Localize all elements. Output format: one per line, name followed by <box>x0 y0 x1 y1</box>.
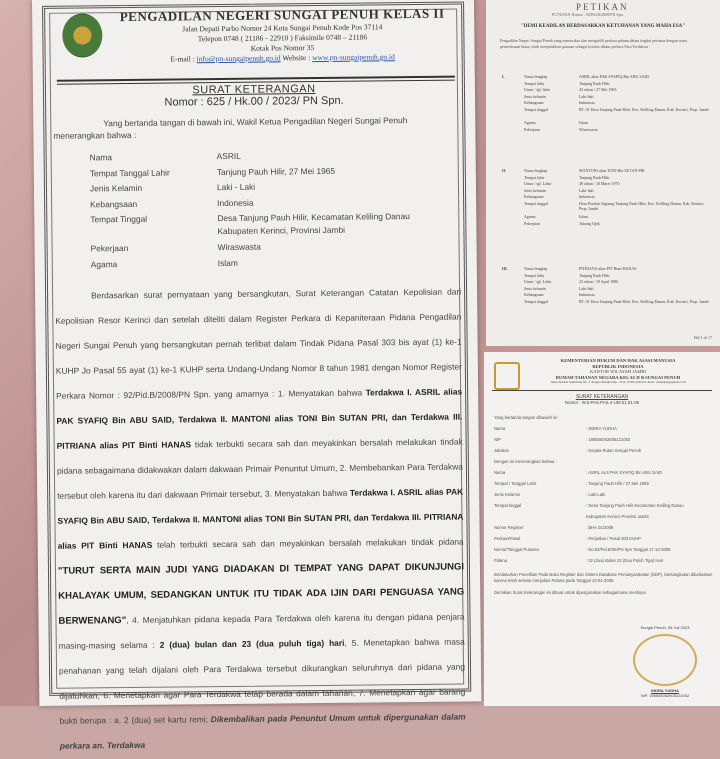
excerpt-title: "DEMI KEADILAN BERDASARKAN KETUHANAN YANG MAHA ESA" <box>520 24 686 29</box>
letter-intro: Yang bertanda tangan di bawah ini, Wakil Ketua Pengadilan Negeri Sungai Penuh menerangkan bahwa : <box>53 115 408 141</box>
court-po-box: Kotak Pos Nomor 35 <box>250 43 315 53</box>
inmate-row: Jenis Kelamin : Laki-Laki <box>494 492 606 497</box>
page-number: Hal 1 dr 17 <box>693 335 712 340</box>
website-link[interactable]: www.pn-sungaipenuh.go.id <box>312 52 395 63</box>
defendant-block-3: III. Nama lengkap PITRIANA alias PIT Binti HANAS Tempat lahir Tanjung Pauh Hilir Umur / tgl. Lahir 22 tahun / 10 April 1986 Jenis kelamin Laki-laki Kebangsaan Indonesia Tempat tinggal RT. 01 Desa Tanjung Pauh Hilir, Kec. Keliling Danau, Kab. Kerinci, Prop. Jambi <box>502 266 709 304</box>
letter-body <box>53 114 466 759</box>
signer-row: Nama : INDRA YUDHA <box>494 426 617 431</box>
excerpt-header: PETIKAN <box>576 2 629 12</box>
statement-body: Yang bertanda tangan dibawah ini : Nama : INDRA YUDHA NIP : 198505062005121002 Jabatan : Kepala Rutan Sungai Penuh Dengan ini menerangkan bahwa : Nama : ASRIL ALS PAK SYAFIQ Bin ABU SAID Tempat / Tanggal Lahir : Tanjung Pauh Hilir / 27 Mei 1965 Jenis Kelamin : Laki-Laki Tempat tinggal : Desa Tanjung Pauh Hilir Kecamatan Keliling Danau Kabupaten Kerinci Provinsi Jambi Nomor Register : BHA.01/2009 Perkara/Pasal : Perjudian / Pasal 303 KUHP Nomor/Tanggal Putusan : No.93/Pid.B/08/PN Spn Tanggal 17-12-2008 Pidana : 02 (dua) Bulan 23 (Dua Puluh Tiga) Hari Berdasarkan Penelitian Pada Buku Register dan Sistem Database Pemasyarakatan (SDP), bersangkutan dibebaskan karena telah selesai menjalani Pidana pada Tanggal 13-01-2009. Demikian Surat Keterangan ini dibuat untuk dipergunakan sebagaimana mestinya. <box>494 415 713 595</box>
ministry-logo-icon <box>494 362 520 390</box>
inmate-row: Perkara/Pasal : Perjudian / Pasal 303 KUHP <box>494 536 641 541</box>
signature-block: Sungai Penuh, 06 Juli 2023 INDRA YUDHA NIP. 198505062005121002 <box>620 625 710 698</box>
letterhead <box>112 6 453 66</box>
closing-line: Demikian Surat Keterangan ini dibuat untuk dipergunakan sebagaimana mestinya. <box>494 590 647 595</box>
detail-row: Pekerjaan Wiraswasta <box>90 242 261 254</box>
detail-row: Tempat Tinggal Desa Tanjung Pauh Hilir, Kecamatan Keliling Danau Kabupaten Kerinci, Provinsi Jambi <box>90 211 410 236</box>
inmate-row: Pidana : 02 (dua) Bulan 23 (Dua Puluh Tiga) Hari <box>494 558 664 563</box>
detail-row: Jenis Kelamin Laki - Laki <box>89 182 256 194</box>
official-stamp-icon <box>633 634 697 686</box>
signer-row: Jabatan : Kepala Rutan Sungai Penuh <box>494 448 642 453</box>
court-logo-icon <box>62 13 102 57</box>
signer-row: NIP : 198505062005121002 <box>494 437 631 442</box>
verdict-excerpt-page <box>486 0 720 346</box>
inmate-row: Nomor/Tanggal Putusan : No.93/Pid.B/08/PN Spn Tanggal 17-12-2008 <box>494 547 671 552</box>
detail-row: Tempat Tanggal Lahir Tanjung Pauh Hilir, 27 Mei 1965 <box>89 165 336 179</box>
email-link[interactable]: info@pn-sungaipenuh.go.id <box>196 53 281 64</box>
release-paragraph: Berdasarkan Penelitian Pada Buku Register dan Sistem Database Pemasyarakatan (SDP), bersangkutan dibebaskan karena telah selesai menjalani Pidana pada Tanggal 13-01-2009. <box>494 572 713 583</box>
main-letter <box>32 0 481 752</box>
person-details <box>90 148 434 274</box>
verdict-paragraph: Berdasarkan surat pernyataan yang bersangkutan, Surat Keterangan Catatan Kepolisian dari Kepolisian Resor Kerinci dan setelah diteliti dalam Register Perkara di Kepaniteraan Pidana Pengadilan Negeri Sungai Penuh yang bersangkutan pernah terlibat dalam Tindak Pidana Pasal 303 bis ayat (1) ke-1 KUHP Jo Pasal 55 ayat (1) ke-1 KUHP serta Undang-Undang Nomor 8 tahun 1981 dengan Nomor Register Perkara Nomor : 92/Pid.B/2008/PN Spn. yang amarnya : 1. Menyatakan bahwa Terdakwa I. ASRIL alias PAK SYAFIQ Bin ABU SAID, Terdakwa II. MANTONI alias TONI Bin SUTAN PRI, dan Terdakwa III. PITRIANA alias PIT Binti HANAS tidak terbukti secara sah dan meyakinkan bersalah melakukan tindak pidana sebagaimana didakwakan dalam dakwaan Primair Penuntut Umum, 2. Membebankan Para Terdakwa tersebut oleh karena itu dari dakwaan Primair tersebut, 3. Menyatakan bahwa Terdakwa I. ASRIL alias PAK SYAFIQ Bin ABU SAID, Terdakwa II. MANTONI alias TONI Bin SUTAN PRI, dan Terdakwa III. PITRIANA alias PIT Binti HANAS telah terbukti secara sah dan meyakinkan bersalah melakukan tindak pidana "TURUT SERTA MAIN JUDI YANG DIADAKAN DI TEMPAT YANG DAPAT DIKUNJUNGI KHALAYAK UMUM, SEDANGKAN UNTUK ITU TIDAK ADA IJIN DARI PENGUASA YANG BERWENANG", 4. Menjatuhkan pidana kepada Para Terdakwa oleh karena itu dengan pidana penjara masing-masing selama : 2 (dua) bulan dan 23 (dua puluh tiga) hari, 5. Menetapkan bahwa masa penahanan yang telah dijalani oleh Para Terdakwa tersebut dikurangkan seluruhnya dari pidana yang dijatuhkan, 6. Menetapkan agar Para Terdakwa tetap berada dalam tahanan, 7. Menetapkan agar barang bukti berupa : a. 2 (dua) set kartu remi; Dikembalikan pada Penuntut Umum untuk dipergunakan dalam perkara an. Terdakwa <box>55 286 466 752</box>
inmate-row: Tempat tinggal : Desa Tanjung Pauh Hilir Kecamatan Keliling Danau <box>494 503 684 508</box>
letter-title: SURAT KETERANGAN <box>192 83 316 97</box>
letter-title-block <box>33 81 475 110</box>
court-name: PENGADILAN NEGERI SUNGAI PENUH KELAS II <box>119 5 445 25</box>
detention-statement-page <box>484 352 720 706</box>
detail-row: Kebangsaan Indonesia <box>90 197 254 210</box>
excerpt-intro: Pengadilan Negeri Sungai Penuh yang memeriksa dan mengadili perkara pidana dalam tingkat pertama dengan acara pemeriksaan biasa, telah menjatuhkan putusan sebagai berikut dalam perkara Para Terdakwa : <box>500 38 688 49</box>
detention-letterhead: KEMENTERIAN HUKUM DAN HAK ASASI MANUSIA REPUBLIK INDONESIA KANTOR WILAYAH JAMBI RUMAH TAHANAN NEGARA KELAS II B SUNGAI PENUH Jalan Jendral Sudirman No. 1 Sungai Penuh Telp. / Fax. 0748-21024 E-mail : rutanspn@gmail.com <box>550 358 686 385</box>
letter-number: Nomor : 625 / Hk.00 / 2023/ PN Spn. <box>164 94 344 109</box>
inmate-row: Kabupaten Kerinci Provinsi Jambi <box>586 514 649 519</box>
defendant-block-1: I. Nama lengkap ASRIL alias PAK SYAFIQ Bin ABU SAID Tempat lahir Tanjung Pauh Hilir Umur / tgl. lahir 43 tahun / 27 Mei 1965 Jenis kelamin Laki-laki Kebangsaan Indonesia Tempat tinggal RT. 01 Desa Tanjung Pauh Hilir, Kec. Keliling Danau, Kab. Kerinci, Prop. Jambi Agama Islam Pekerjaan Wiraswasta <box>502 74 709 132</box>
excerpt-subheader: PUTUSAN Nomor : 92/Pid.B/2008/PN Spn. <box>552 12 624 17</box>
court-phone: Telepon 0748 ( 21186 - 22910 ) Faksimile 0748 – 21186 <box>197 32 368 44</box>
defendant-block-2: II. Nama lengkap MANTONI alias TONI Bin SUTAN PRI Tempat lahir Tanjung Pauh Hilir Umur / tgl. Lahir 38 tahun / 10 Maret 1970 Jenis kelamin Laki-laki Kebangsaan Indonesia Tempat tinggal Desa Pondok Siguang Tanjung Pauh Hilir, Kec. Keliling Danau, Kab. Kerinci, Prop. Jambi Agama Islam Pekerjaan Tukang Ojek <box>502 168 705 226</box>
detail-row: Agama Islam <box>90 257 238 270</box>
court-contacts: E-mail : info@pn-sungaipenuh.go.id Website : www.pn-sungaipenuh.go.id <box>170 52 395 64</box>
letterhead-rule <box>492 390 712 391</box>
statement-title-block: SURAT KETERANGAN Nomor : W.5.PAS.PAS.4-UM.01.01-05 <box>564 394 640 405</box>
court-address: Jalan Depati Parbo Nomor 24 Kota Sungai Penuh Kode Pos 37114 <box>182 22 383 34</box>
inmate-row: Nama : ASRIL ALS PAK SYAFIQ Bin ABU SAID <box>494 470 663 475</box>
detail-row: Nama ASRIL <box>89 151 241 163</box>
inmate-row: Tempat / Tanggal Lahir : Tanjung Pauh Hilir / 27 Mei 1965 <box>494 481 649 486</box>
inmate-row: Nomor Register : BHA.01/2009 <box>494 525 614 530</box>
